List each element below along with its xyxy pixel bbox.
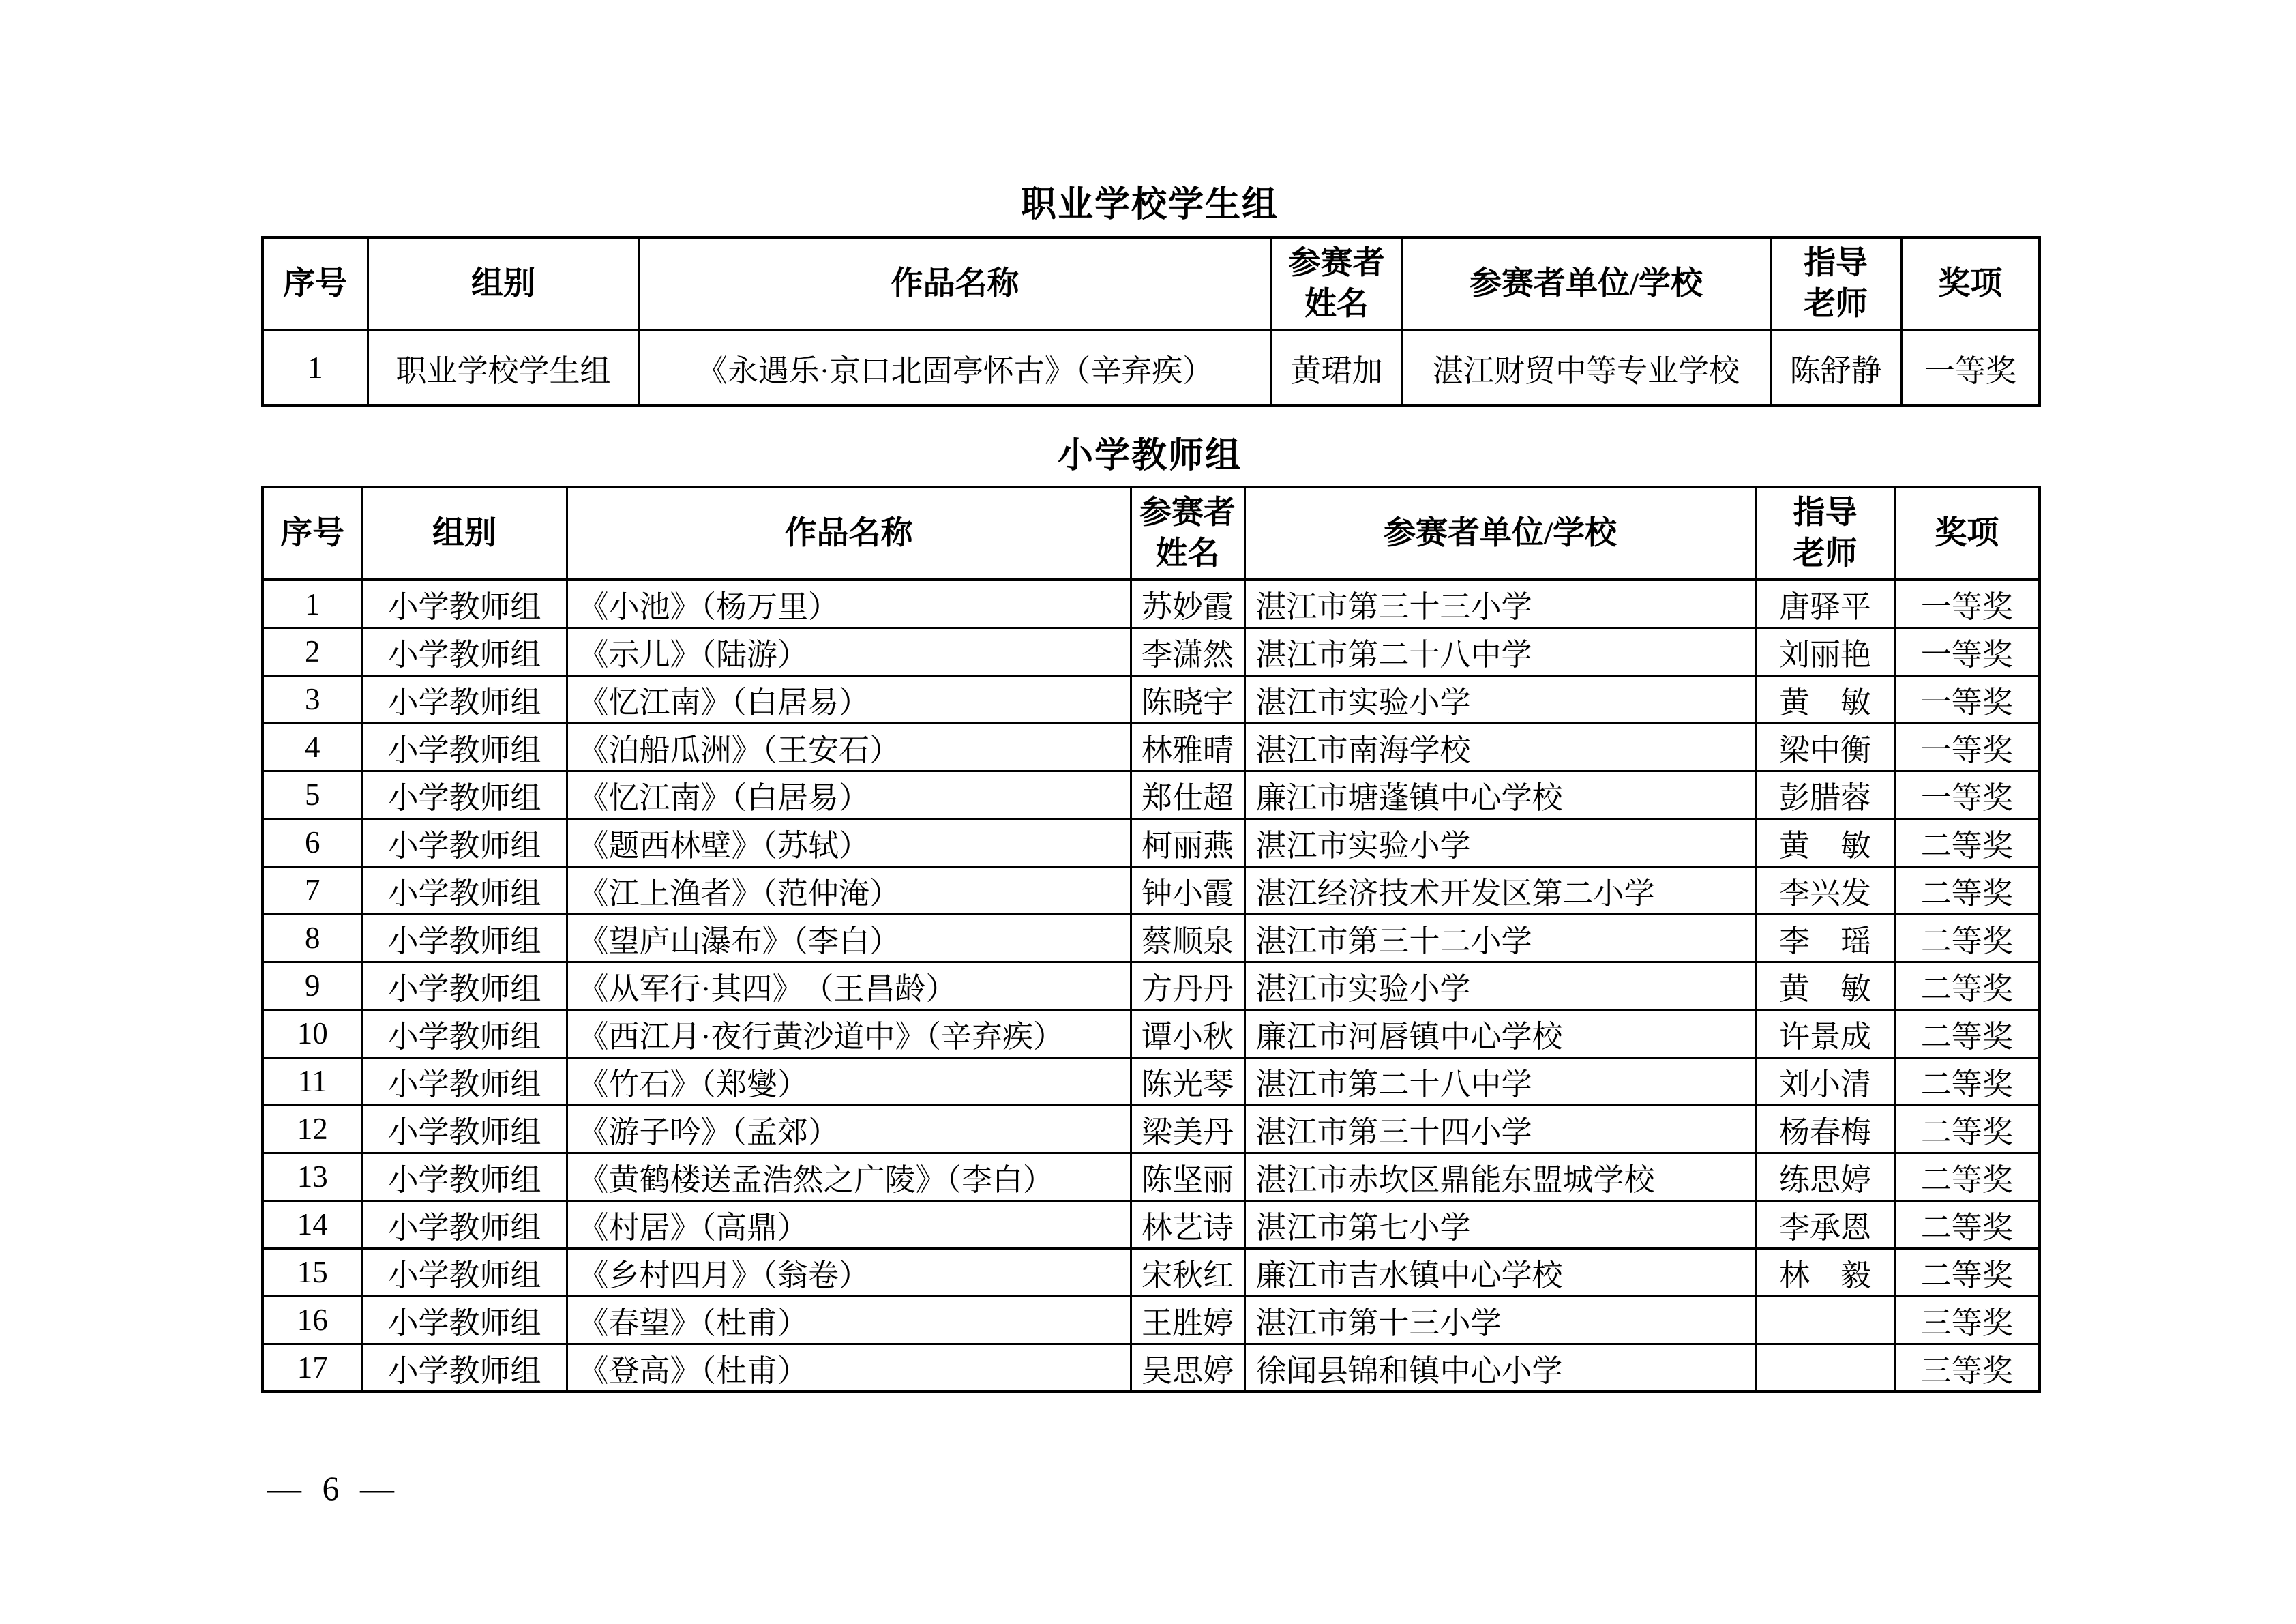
cell-work: 《忆江南》（白居易） [567, 771, 1131, 818]
cell-name: 钟小霞 [1131, 866, 1244, 914]
cell-index: 16 [263, 1296, 362, 1344]
cell-unit: 湛江市实验小学 [1244, 818, 1756, 866]
vocational-students-award-table [261, 236, 2041, 407]
cell-award: 一等奖 [1894, 723, 2040, 771]
cell-work: 《西江月·夜行黄沙道中》（辛弃疾） [567, 1009, 1131, 1057]
cell-teacher: 刘小清 [1756, 1057, 1894, 1105]
table-row [263, 1057, 2040, 1105]
cell-work: 《示儿》（陆游） [567, 628, 1131, 675]
cell-teacher: 黄 敏 [1756, 962, 1894, 1009]
table-row [263, 330, 2040, 405]
cell-teacher: 梁中衡 [1756, 723, 1894, 771]
cell-group: 小学教师组 [362, 1200, 567, 1248]
cell-teacher: 刘丽艳 [1756, 628, 1894, 675]
cell-index: 5 [263, 771, 362, 818]
cell-award: 一等奖 [1894, 771, 2040, 818]
cell-award: 二等奖 [1894, 1009, 2040, 1057]
cell-teacher: 李承恩 [1756, 1200, 1894, 1248]
cell-unit: 徐闻县锦和镇中心小学 [1244, 1344, 1756, 1391]
cell-unit: 湛江市南海学校 [1244, 723, 1756, 771]
cell-name: 陈光琴 [1131, 1057, 1244, 1105]
cell-group: 小学教师组 [362, 771, 567, 818]
cell-award: 二等奖 [1894, 1057, 2040, 1105]
table-row [263, 628, 2040, 675]
cell-group: 小学教师组 [362, 1153, 567, 1200]
cell-index: 13 [263, 1153, 362, 1200]
table-row [263, 1344, 2040, 1391]
column-header-work: 作品名称 [567, 487, 1131, 580]
cell-work: 《江上渔者》（范仲淹） [567, 866, 1131, 914]
cell-index: 15 [263, 1248, 362, 1296]
cell-unit: 湛江市第七小学 [1244, 1200, 1756, 1248]
cell-name: 吴思婷 [1131, 1344, 1244, 1391]
table-row [263, 1153, 2040, 1200]
cell-group: 小学教师组 [362, 1057, 567, 1105]
cell-award: 三等奖 [1894, 1344, 2040, 1391]
table-row [263, 914, 2040, 962]
cell-unit: 湛江财贸中等专业学校 [1402, 330, 1770, 405]
cell-work: 《登高》（杜甫） [567, 1344, 1131, 1391]
cell-name: 梁美丹 [1131, 1105, 1244, 1153]
cell-group: 小学教师组 [362, 1248, 567, 1296]
cell-name: 林艺诗 [1131, 1200, 1244, 1248]
cell-name: 林雅晴 [1131, 723, 1244, 771]
cell-unit: 湛江市赤坎区鼎能东盟城学校 [1244, 1153, 1756, 1200]
cell-group: 小学教师组 [362, 723, 567, 771]
column-header-group: 组别 [362, 487, 567, 580]
cell-unit: 湛江市第二十八中学 [1244, 628, 1756, 675]
column-header-name: 参赛者 姓名 [1131, 487, 1244, 580]
cell-name: 李潇然 [1131, 628, 1244, 675]
cell-work: 《游子吟》（孟郊） [567, 1105, 1131, 1153]
column-header-unit: 参赛者单位/学校 [1402, 237, 1770, 330]
cell-award: 一等奖 [1894, 580, 2040, 628]
header-row [263, 237, 2040, 330]
cell-award: 二等奖 [1894, 1248, 2040, 1296]
cell-name: 黄珺加 [1271, 330, 1402, 405]
column-header-teacher: 指导 老师 [1770, 237, 1901, 330]
table-row [263, 1200, 2040, 1248]
cell-award: 二等奖 [1894, 818, 2040, 866]
cell-work: 《乡村四月》（翁卷） [567, 1248, 1131, 1296]
cell-unit: 湛江市第三十二小学 [1244, 914, 1756, 962]
cell-name: 宋秋红 [1131, 1248, 1244, 1296]
cell-teacher [1756, 1296, 1894, 1344]
cell-group: 职业学校学生组 [368, 330, 639, 405]
cell-work: 《黄鹤楼送孟浩然之广陵》（李白） [567, 1153, 1131, 1200]
cell-unit: 湛江经济技术开发区第二小学 [1244, 866, 1756, 914]
cell-index: 11 [263, 1057, 362, 1105]
cell-name: 苏妙霞 [1131, 580, 1244, 628]
cell-award: 二等奖 [1894, 1153, 2040, 1200]
cell-teacher: 陈舒静 [1770, 330, 1901, 405]
column-header-group: 组别 [368, 237, 639, 330]
cell-group: 小学教师组 [362, 1344, 567, 1391]
cell-unit: 湛江市第三十三小学 [1244, 580, 1756, 628]
cell-group: 小学教师组 [362, 818, 567, 866]
table-row [263, 962, 2040, 1009]
cell-award: 二等奖 [1894, 962, 2040, 1009]
cell-award: 二等奖 [1894, 1105, 2040, 1153]
cell-index: 14 [263, 1200, 362, 1248]
cell-teacher: 黄 敏 [1756, 675, 1894, 723]
cell-teacher: 李 瑶 [1756, 914, 1894, 962]
cell-index: 9 [263, 962, 362, 1009]
column-header-work: 作品名称 [639, 237, 1271, 330]
cell-teacher: 唐驿平 [1756, 580, 1894, 628]
cell-name: 郑仕超 [1131, 771, 1244, 818]
cell-work: 《忆江南》（白居易） [567, 675, 1131, 723]
table-row [263, 580, 2040, 628]
cell-unit: 湛江市第十三小学 [1244, 1296, 1756, 1344]
cell-work: 《永遇乐·京口北固亭怀古》（辛弃疾） [639, 330, 1271, 405]
cell-name: 蔡顺泉 [1131, 914, 1244, 962]
cell-group: 小学教师组 [362, 1009, 567, 1057]
cell-name: 王胜婷 [1131, 1296, 1244, 1344]
column-header-teacher: 指导 老师 [1756, 487, 1894, 580]
cell-unit: 湛江市第三十四小学 [1244, 1105, 1756, 1153]
cell-teacher: 林 毅 [1756, 1248, 1894, 1296]
cell-index: 12 [263, 1105, 362, 1153]
cell-unit: 廉江市河唇镇中心学校 [1244, 1009, 1756, 1057]
table-row [263, 1009, 2040, 1057]
table-row [263, 866, 2040, 914]
column-header-index: 序号 [263, 237, 368, 330]
cell-index: 6 [263, 818, 362, 866]
cell-unit: 廉江市塘蓬镇中心学校 [1244, 771, 1756, 818]
cell-award: 二等奖 [1894, 1200, 2040, 1248]
cell-teacher: 李兴发 [1756, 866, 1894, 914]
cell-teacher [1756, 1344, 1894, 1391]
cell-group: 小学教师组 [362, 1296, 567, 1344]
cell-unit: 湛江市实验小学 [1244, 962, 1756, 1009]
header-row [263, 487, 2040, 580]
cell-index: 4 [263, 723, 362, 771]
cell-group: 小学教师组 [362, 580, 567, 628]
cell-name: 方丹丹 [1131, 962, 1244, 1009]
table-row [263, 675, 2040, 723]
cell-award: 一等奖 [1901, 330, 2040, 405]
page-number: — 6 — [267, 1469, 394, 1507]
section-title-vocational-students: 职业学校学生组 [1020, 186, 1279, 224]
section-title-primary-teachers: 小学教师组 [1057, 437, 1242, 475]
cell-name: 陈晓宇 [1131, 675, 1244, 723]
cell-work: 《望庐山瀑布》（李白） [567, 914, 1131, 962]
cell-teacher: 彭腊蓉 [1756, 771, 1894, 818]
primary-teachers-award-table [261, 486, 2041, 1393]
cell-award: 一等奖 [1894, 675, 2040, 723]
table-row [263, 1105, 2040, 1153]
table-row [263, 1248, 2040, 1296]
cell-unit: 湛江市实验小学 [1244, 675, 1756, 723]
cell-work: 《村居》（高鼎） [567, 1200, 1131, 1248]
cell-award: 三等奖 [1894, 1296, 2040, 1344]
column-header-name: 参赛者 姓名 [1271, 237, 1402, 330]
cell-unit: 廉江市吉水镇中心学校 [1244, 1248, 1756, 1296]
cell-group: 小学教师组 [362, 675, 567, 723]
cell-teacher: 黄 敏 [1756, 818, 1894, 866]
cell-work: 《小池》（杨万里） [567, 580, 1131, 628]
cell-award: 二等奖 [1894, 866, 2040, 914]
cell-group: 小学教师组 [362, 628, 567, 675]
cell-work: 《竹石》（郑燮） [567, 1057, 1131, 1105]
cell-index: 3 [263, 675, 362, 723]
cell-name: 柯丽燕 [1131, 818, 1244, 866]
cell-unit: 湛江市第二十八中学 [1244, 1057, 1756, 1105]
cell-index: 1 [263, 330, 368, 405]
cell-work: 《从军行·其四》 （王昌龄） [567, 962, 1131, 1009]
table-row [263, 723, 2040, 771]
column-header-unit: 参赛者单位/学校 [1244, 487, 1756, 580]
cell-teacher: 练思婷 [1756, 1153, 1894, 1200]
cell-index: 7 [263, 866, 362, 914]
cell-index: 10 [263, 1009, 362, 1057]
cell-teacher: 许景成 [1756, 1009, 1894, 1057]
column-header-award: 奖项 [1894, 487, 2040, 580]
cell-index: 8 [263, 914, 362, 962]
cell-teacher: 杨春梅 [1756, 1105, 1894, 1153]
cell-group: 小学教师组 [362, 914, 567, 962]
table-row [263, 771, 2040, 818]
cell-index: 1 [263, 580, 362, 628]
cell-work: 《春望》（杜甫） [567, 1296, 1131, 1344]
cell-group: 小学教师组 [362, 962, 567, 1009]
cell-award: 二等奖 [1894, 914, 2040, 962]
table-row [263, 818, 2040, 866]
cell-index: 17 [263, 1344, 362, 1391]
cell-work: 《题西林壁》（苏轼） [567, 818, 1131, 866]
column-header-index: 序号 [263, 487, 362, 580]
cell-group: 小学教师组 [362, 866, 567, 914]
cell-name: 谭小秋 [1131, 1009, 1244, 1057]
cell-index: 2 [263, 628, 362, 675]
cell-award: 一等奖 [1894, 628, 2040, 675]
cell-group: 小学教师组 [362, 1105, 567, 1153]
cell-name: 陈坚丽 [1131, 1153, 1244, 1200]
column-header-award: 奖项 [1901, 237, 2040, 330]
table-row [263, 1296, 2040, 1344]
cell-work: 《泊船瓜洲》（王安石） [567, 723, 1131, 771]
